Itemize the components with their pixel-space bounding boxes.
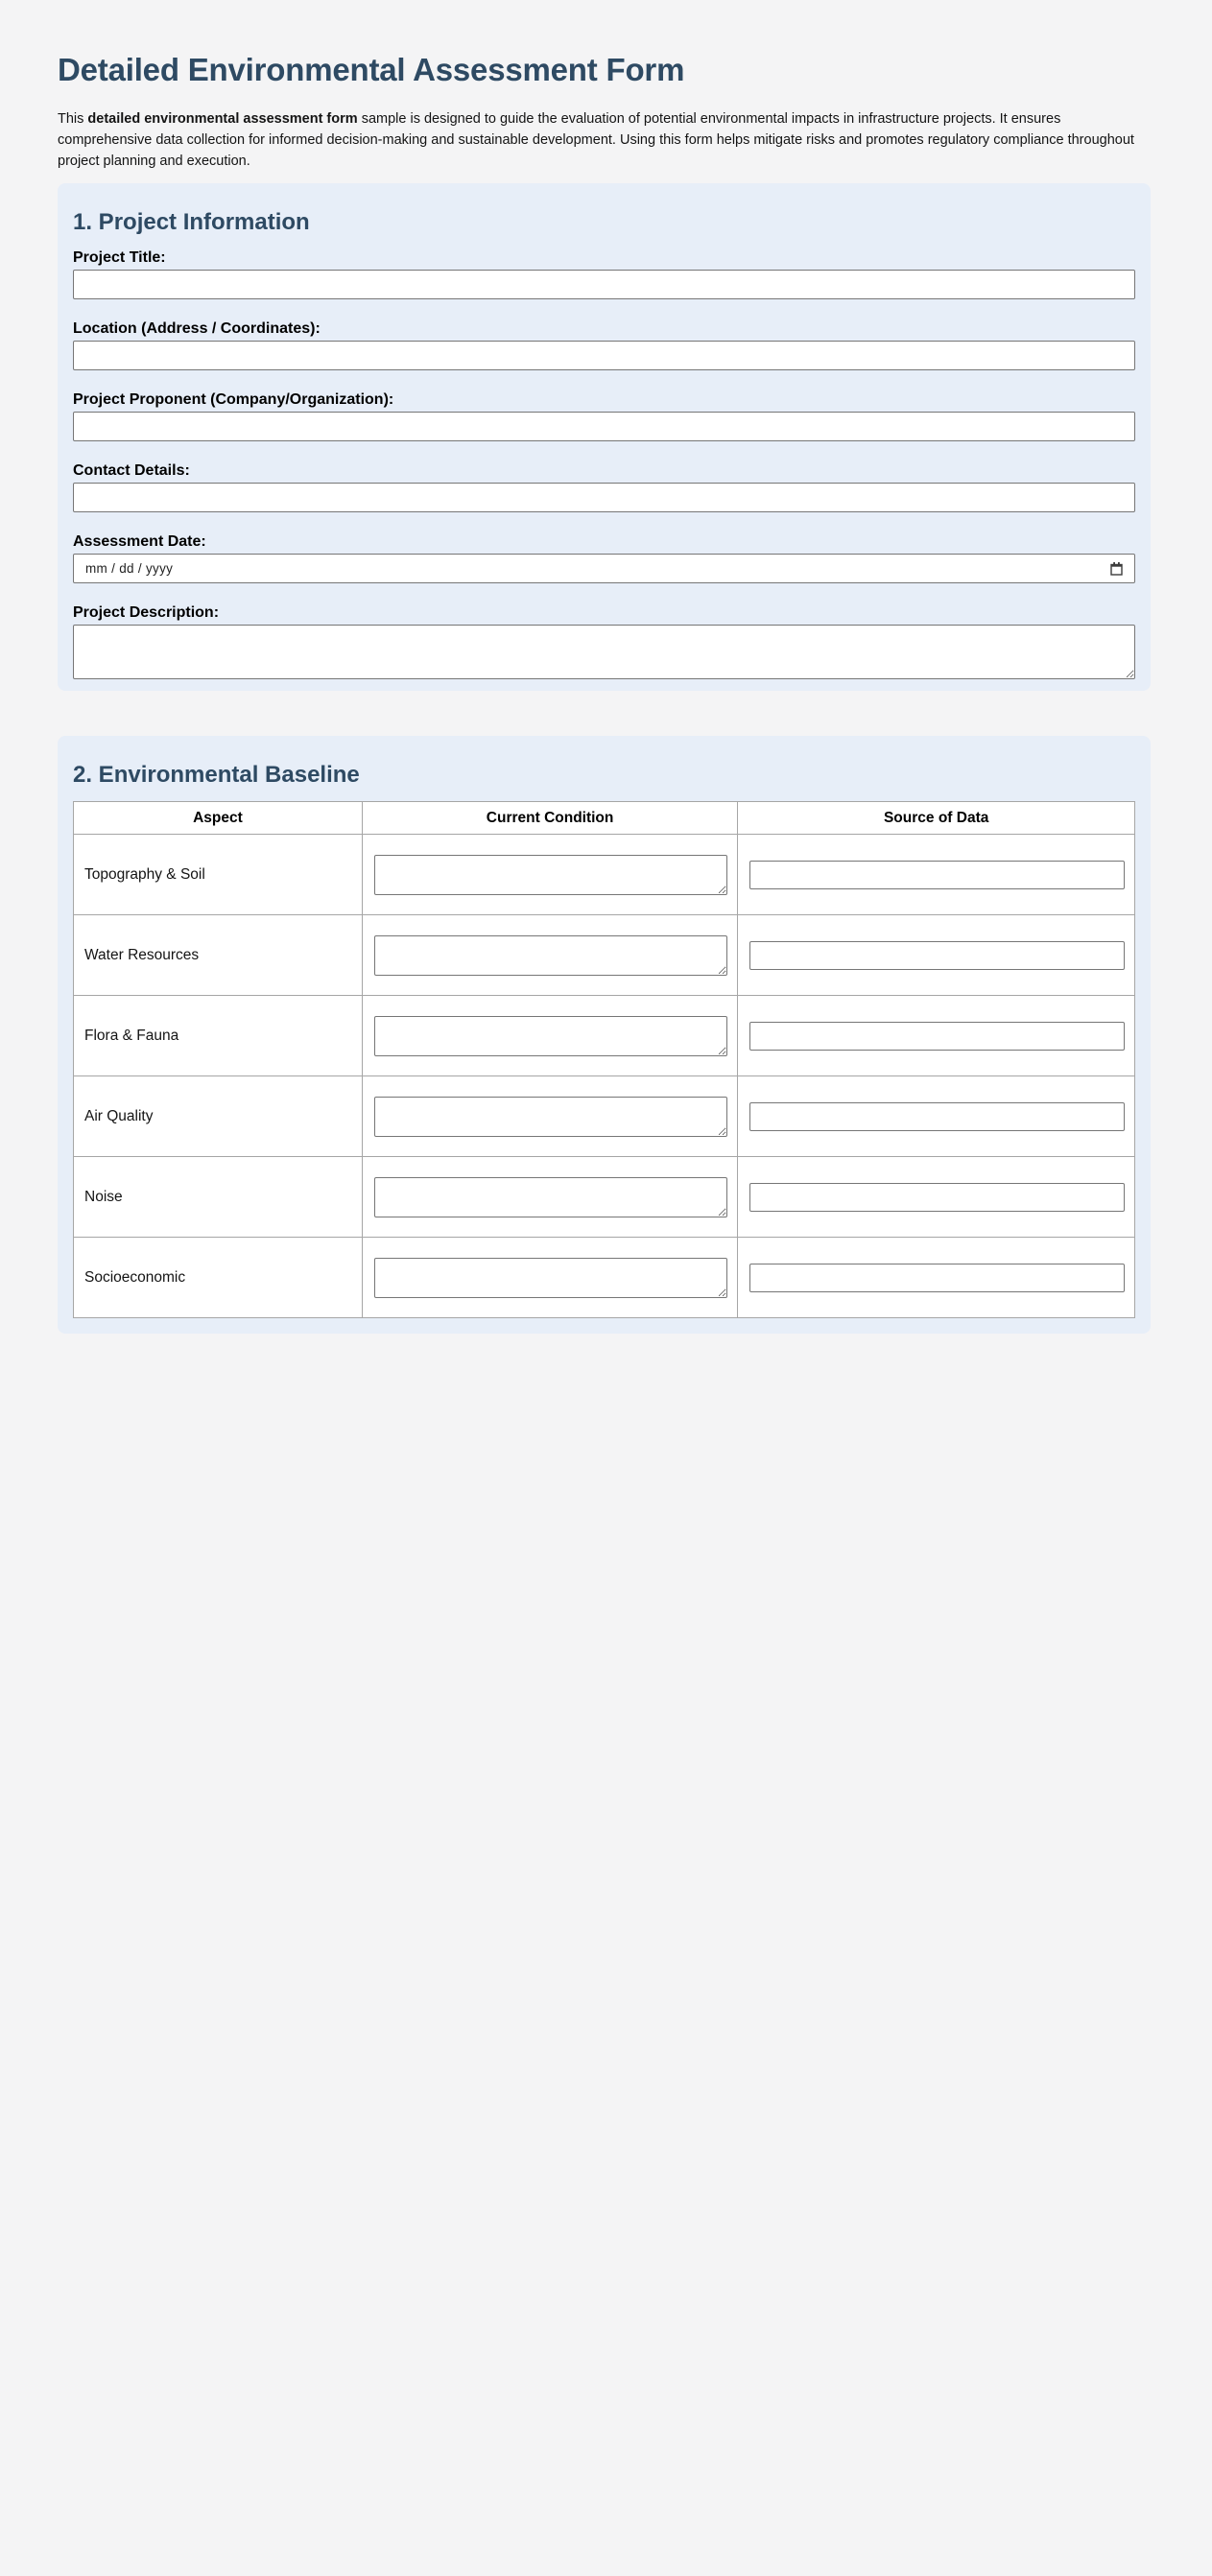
table-row [74,835,1135,915]
flora-fauna-condition-textarea[interactable] [374,1016,728,1056]
water-resources-condition-textarea[interactable] [374,935,728,976]
page-title: Detailed Environmental Assessment Form [58,52,685,87]
project-description-textarea[interactable] [73,625,1135,679]
assessment-date-input[interactable] [73,554,1135,583]
air-quality-source-input[interactable] [749,1102,1125,1131]
aspect-flora-fauna: Flora & Fauna [74,996,363,1076]
project-title-input[interactable] [73,270,1135,299]
project-proponent-input[interactable] [73,412,1135,441]
aspect-noise: Noise [74,1157,363,1238]
column-header-source-of-data: Source of Data [738,802,1135,835]
socioeconomic-condition-textarea[interactable] [374,1258,728,1298]
intro-post: sample is designed to guide the evaluation of potential environmental impacts in infrastructure projects. It ensures comprehensive data collection for informed decision-making and sustainable development. Using this form helps mitigate risks and promotes regulatory compliance throughout project planning and execution. [58,111,1134,169]
contact-details-input[interactable] [73,483,1135,512]
calendar-icon[interactable] [1109,561,1124,577]
intro-text [58,108,1151,172]
project-description-label: Project Description: [73,604,220,621]
topography-soil-condition-textarea[interactable] [374,855,728,895]
section-1-heading: 1. Project Information [73,209,310,235]
aspect-air-quality: Air Quality [74,1076,363,1157]
aspect-topography-soil: Topography & Soil [74,835,363,915]
assessment-date-label: Assessment Date: [73,533,206,550]
location-label: Location (Address / Coordinates): [73,320,321,337]
water-resources-source-input[interactable] [749,941,1125,970]
socioeconomic-source-input[interactable] [749,1264,1125,1292]
table-row [74,1157,1135,1238]
intro-bold: detailed environmental assessment form [87,111,358,127]
noise-source-input[interactable] [749,1183,1125,1212]
table-row [74,915,1135,996]
table-row [74,1238,1135,1318]
noise-condition-textarea[interactable] [374,1177,728,1217]
table-row [74,996,1135,1076]
project-proponent-label: Project Proponent (Company/Organization): [73,391,394,408]
environmental-baseline-table [73,801,1135,1318]
aspect-water-resources: Water Resources [74,915,363,996]
topography-soil-source-input[interactable] [749,861,1125,889]
air-quality-condition-textarea[interactable] [374,1097,728,1137]
table-row [74,1076,1135,1157]
date-placeholder: mm / dd / yyyy [85,561,174,576]
project-title-label: Project Title: [73,249,166,266]
aspect-socioeconomic: Socioeconomic [74,1238,363,1318]
section-2-heading: 2. Environmental Baseline [73,762,360,788]
column-header-aspect: Aspect [74,802,363,835]
table-header-row [74,802,1135,835]
column-header-current-condition: Current Condition [362,802,738,835]
page-viewport [0,0,1212,1286]
location-input[interactable] [73,341,1135,370]
section-environmental-baseline [58,736,1151,1334]
section-project-information [58,183,1151,691]
intro-pre: This [58,111,88,127]
contact-details-label: Contact Details: [73,462,190,479]
flora-fauna-source-input[interactable] [749,1022,1125,1051]
